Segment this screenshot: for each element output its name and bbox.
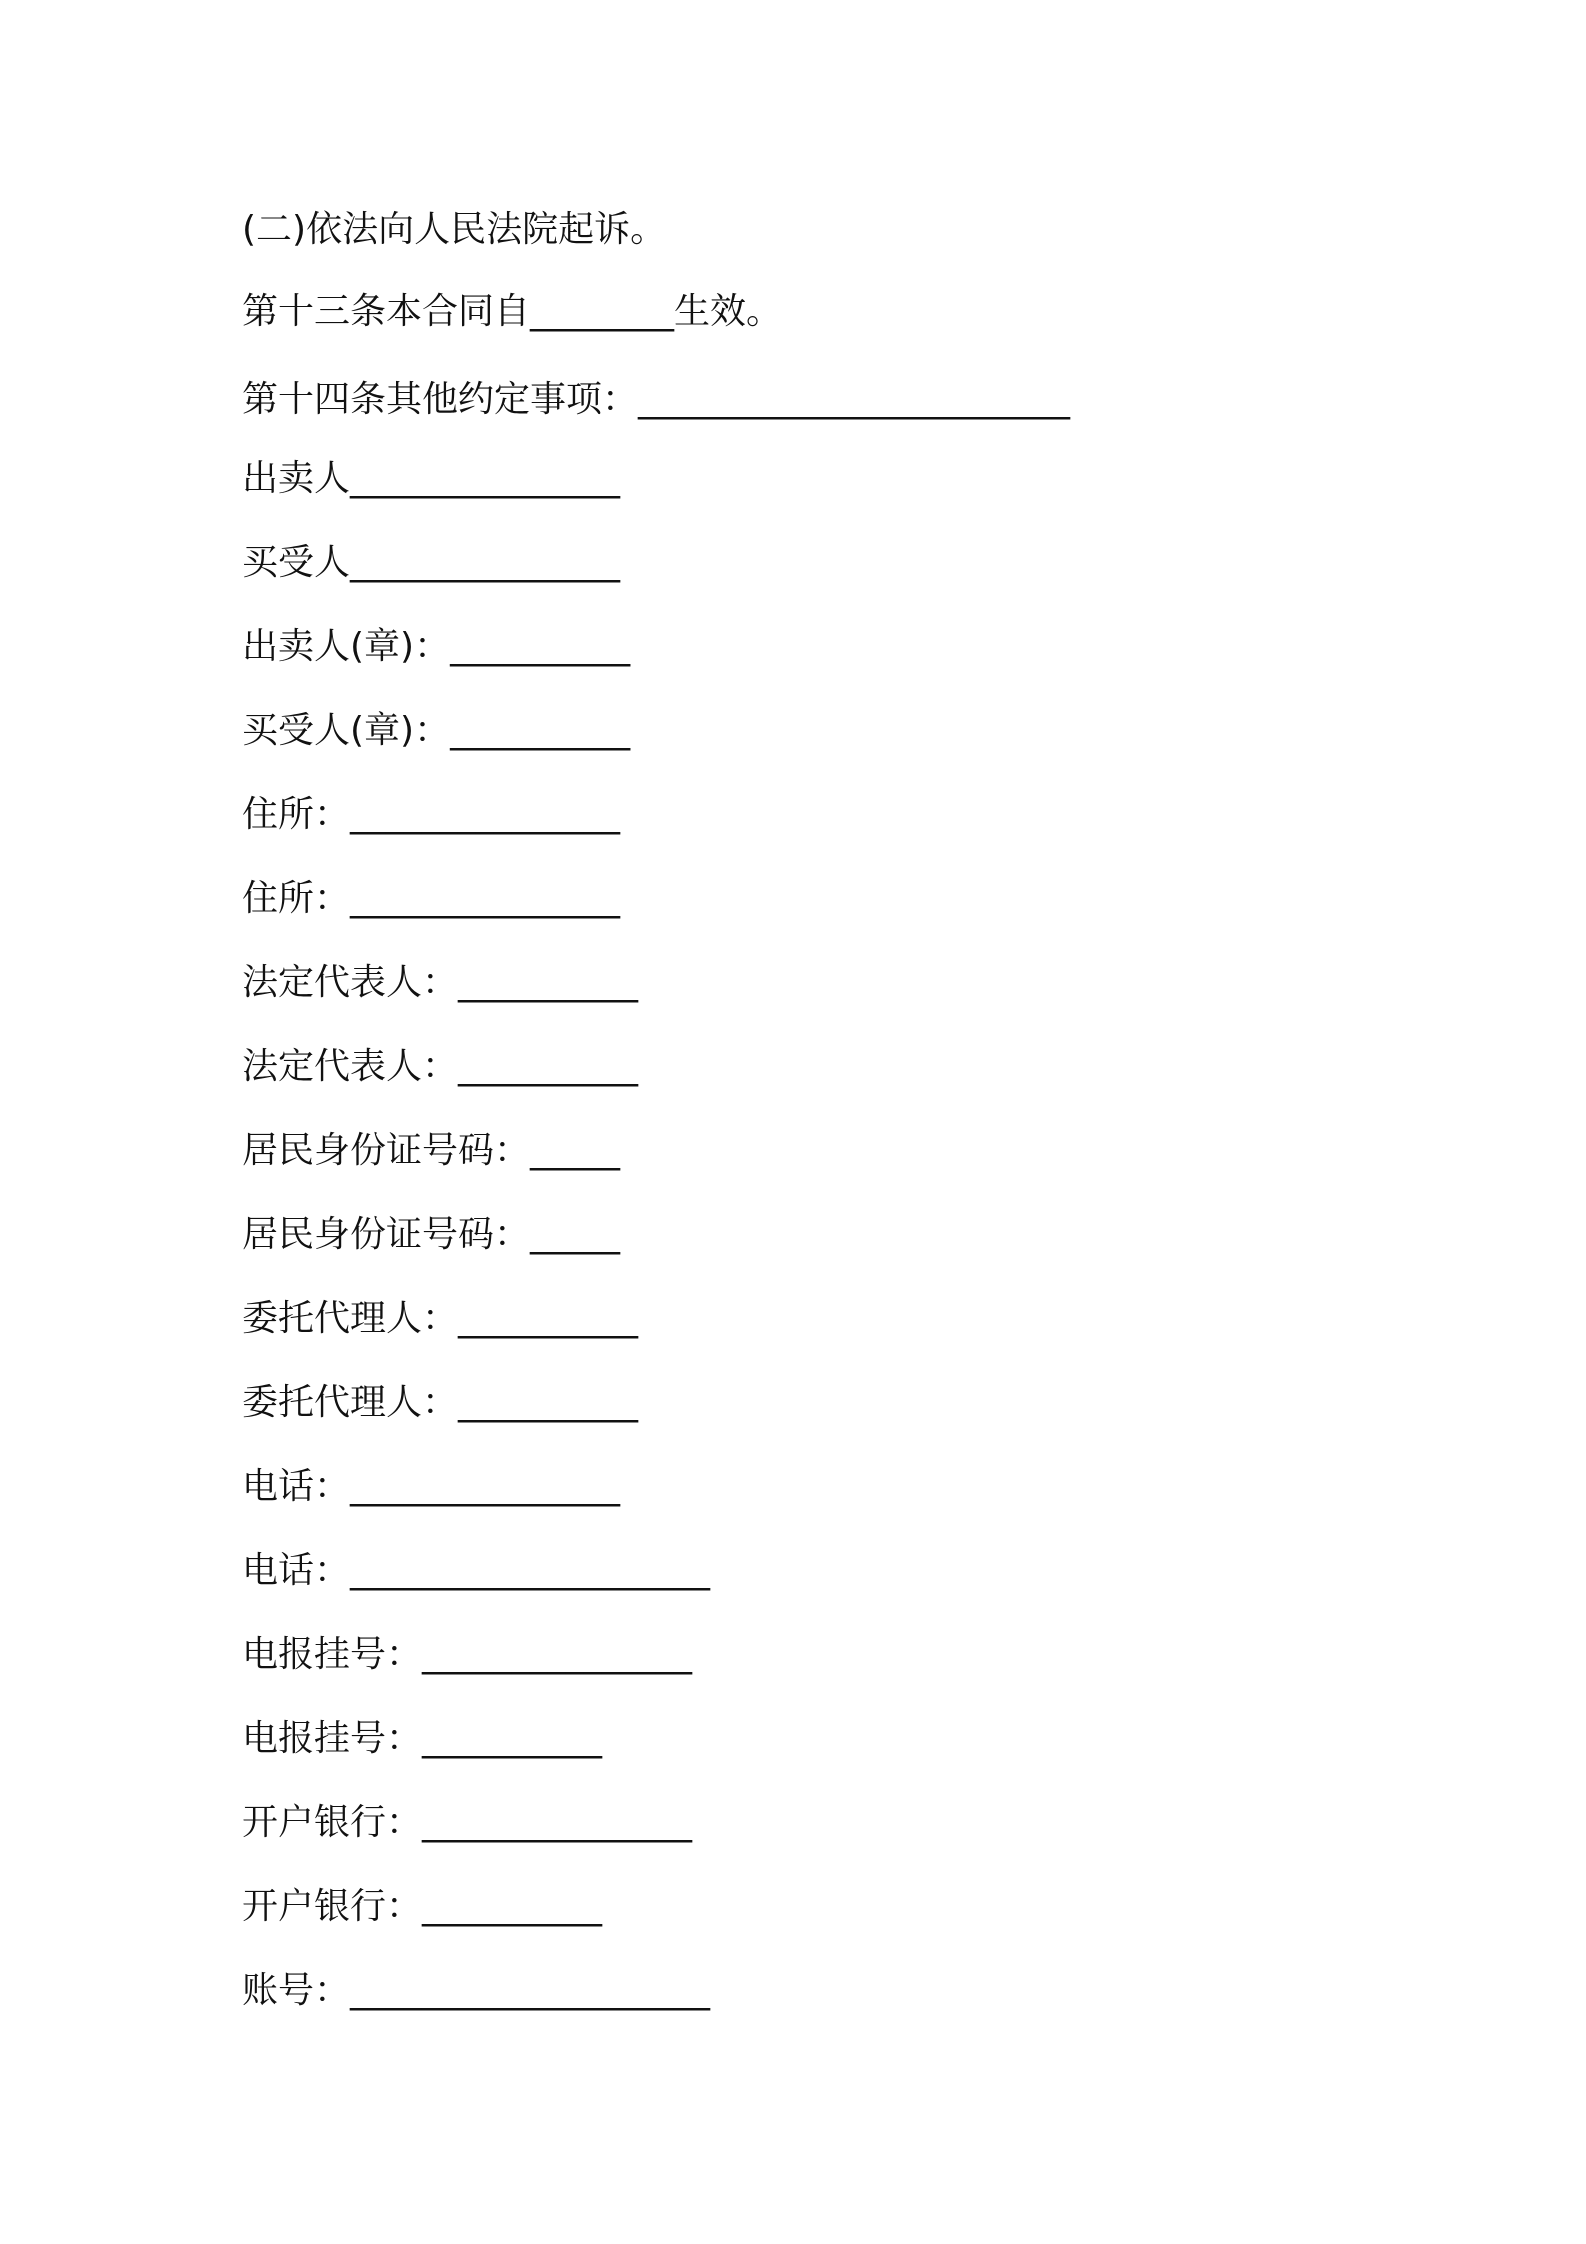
buyer-field: 买受人_______________ <box>242 542 621 583</box>
seller-agent-field: 委托代理人：__________ <box>242 1298 639 1339</box>
buyer-phone-field: 电话：____________________ <box>242 1550 711 1591</box>
clause-lawsuit: (二)依法向人民法院起诉。 <box>242 209 667 250</box>
account-number-field: 账号：____________________ <box>242 1970 711 2011</box>
clause-13-effective: 第十三条本合同自________生效。 <box>242 291 783 332</box>
buyer-agent-field: 委托代理人：__________ <box>242 1382 639 1423</box>
buyer-legal-rep-field: 法定代表人：__________ <box>242 1046 639 1087</box>
seller-legal-rep-field: 法定代表人：__________ <box>242 962 639 1003</box>
buyer-id-number-field: 居民身份证号码：_____ <box>242 1214 621 1255</box>
seller-field: 出卖人_______________ <box>242 458 621 499</box>
seller-bank-field: 开户银行：_______________ <box>242 1802 693 1843</box>
buyer-seal-field: 买受人(章)：__________ <box>242 710 631 751</box>
buyer-telegraph-field: 电报挂号：__________ <box>242 1718 603 1759</box>
seller-seal-field: 出卖人(章)：__________ <box>242 626 631 667</box>
seller-address-field: 住所：_______________ <box>242 794 621 835</box>
buyer-bank-field: 开户银行：__________ <box>242 1886 603 1927</box>
seller-phone-field: 电话：_______________ <box>242 1466 621 1507</box>
seller-id-number-field: 居民身份证号码：_____ <box>242 1130 621 1171</box>
buyer-address-field: 住所：_______________ <box>242 878 621 919</box>
clause-14-other-terms: 第十四条其他约定事项：________________________ <box>242 379 1071 420</box>
seller-telegraph-field: 电报挂号：_______________ <box>242 1634 693 1675</box>
